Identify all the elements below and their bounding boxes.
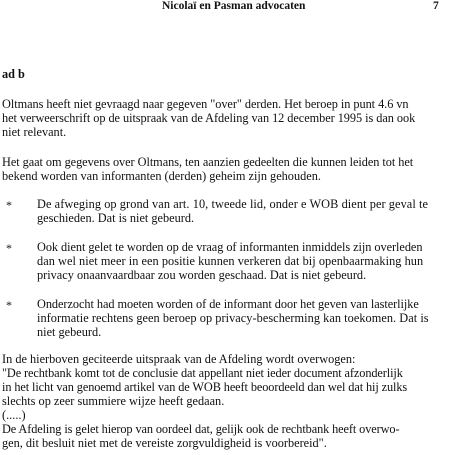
paragraph2-line: Het gaat om gegevens over Oltmans, ten aanzien gedeelten die kunnen leiden tot het [2, 155, 414, 169]
paragraph2-line: bekend worden van informanten (derden) geheim zijn gehouden. [2, 169, 321, 183]
bullet-line: privacy onaanvaardbaar zou worden geschaad. Dat is niet gebeurd. [37, 268, 367, 282]
paragraph3-line: in het licht van genoemd artikel van de WOB heeft beoordeeld dan wel dat hij zulks [2, 380, 408, 394]
paragraph3-line: "De rechtbank komt tot de conclusie dat appellant niet ieder document afzonderlijk [2, 366, 403, 380]
header-title: Nicolaï en Pasman advocaten [162, 0, 306, 12]
bullet-line: niet gebeurd. [37, 325, 102, 339]
paragraph3-line: gen, dit besluit niet met de vereiste zorgvuldigheid is voorbereid". [2, 436, 327, 450]
paragraph1-line: het verweerschrift op de uitspraak van de Afdeling van 12 december 1995 is dan ook [2, 111, 416, 125]
page-header [0, 0, 450, 16]
paragraph3-line: De Afdeling is gelet hierop van oordeel dat, gelijk ook de rechtbank heeft overwo- [2, 422, 400, 436]
bullet-line: Ook dient gelet te worden op de vraag of informanten inmiddels zijn overleden [37, 240, 423, 254]
page-number: 7 [433, 0, 439, 12]
paragraph1-line: niet relevant. [2, 125, 67, 139]
bullet-marker: * [6, 241, 12, 255]
paragraph3-line: (.....) [2, 408, 26, 422]
bullet-marker: * [6, 198, 12, 212]
bullet-line: De afweging op grond van art. 10, tweede lid, onder e WOB dient per geval te [37, 197, 429, 211]
bullet-line: Onderzocht had moeten worden of de informant door het geven van lasterlijke [37, 297, 419, 311]
bullet-line: dan wel niet meer in een positie kunnen verkeren dat bij openbaarmaking hun [37, 254, 424, 268]
bullet-line: geschieden. Dat is niet gebeurd. [37, 211, 195, 225]
section-heading: ad b [2, 67, 25, 81]
paragraph3-line: slechts op zeer summiere wijze heeft gedaan. [2, 394, 225, 408]
paragraph1-line: Oltmans heeft niet gevraagd naar gegeven "over" derden. Het beroep in punt 4.6 vn [2, 97, 409, 111]
bullet-line: informatie rechtens geen beroep op privacy-bescherming kan toekomen. Dat is [37, 311, 429, 325]
bullet-marker: * [6, 298, 12, 312]
paragraph3-line: In de hierboven geciteerde uitspraak van de Afdeling wordt overwogen: [2, 352, 356, 366]
